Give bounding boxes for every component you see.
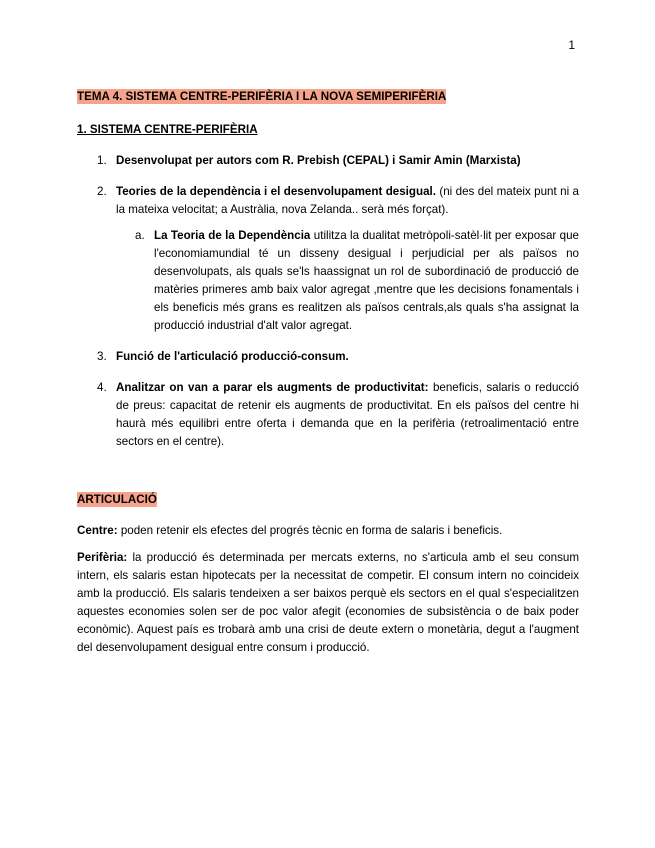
list-item-text: beneficis, salaris o reducció de preus: capacitat de retenir els augments de productivitat. En els països del centre hi haurà més equilibri entre oferta i demanda que en la perifèria (retroalimentació entre sectors en el centre). bbox=[116, 381, 580, 448]
sub-list-letter: a. bbox=[135, 229, 145, 242]
list-number: 1. bbox=[97, 154, 107, 167]
document-title: TEMA 4. SISTEMA CENTRE-PERIFÈRIA I LA NOVA SEMIPERIFÈRIA bbox=[77, 90, 447, 103]
list-number: 2. bbox=[97, 185, 107, 198]
list-item-text: (ni des del mateix punt ni a la mateixa velocitat; a Austràlia, nova Zelanda.. serà més forçat). bbox=[116, 185, 579, 216]
paragraph-periferia bbox=[77, 549, 579, 657]
list-item-bold: Teories de la dependència i el desenvolupament desigual. bbox=[116, 185, 436, 198]
sub-list bbox=[116, 227, 579, 335]
list-item-3 bbox=[77, 348, 579, 366]
main-list bbox=[77, 152, 579, 451]
list-item-bold: Funció de l'articulació producció-consum. bbox=[116, 350, 349, 363]
document-body bbox=[77, 88, 579, 666]
paragraph-text: la producció és determinada per mercats externs, no s'articula amb el seu consum intern, els salaris estan hipotecats per la necessitat de competir. El consum intern no coincideix amb la producció. Els salaris tendeixen a ser baixos perquè els sectors en el qual s'especialitzen aquestes economies solen ser de poc valor afegit (economies de subsistència o de baix poder econòmic). Aquest país es trobarà amb una crisi de deute extern o monetària, degut a l'augment del desenvolupament desigual entre consum i producció. bbox=[77, 551, 579, 654]
list-item-1 bbox=[77, 152, 579, 170]
list-item-bold: Analitzar on van a parar els augments de productivitat: bbox=[116, 381, 429, 394]
sub-list-item-text: utilitza la dualitat metròpoli-satèl·lit per exposar que l'economiamundial té un disseny desigual i perjudicial per als països no desenvolupats, als quals se'ls haassignat un rol de subordinació de producció de matèries primeres amb baix valor agregat ,mentre que les decisions fonamentals i els beneficis més grans es realitzen als països centrals,als quals s'ha assignat la producció industrial d'alt valor agregat. bbox=[154, 229, 579, 332]
paragraph-text: poden retenir els efectes del progrés tècnic en forma de salaris i beneficis. bbox=[117, 524, 503, 537]
document-title-block bbox=[77, 88, 579, 105]
list-number: 4. bbox=[97, 381, 107, 394]
list-number: 3. bbox=[97, 350, 107, 363]
page-number: 1 bbox=[568, 38, 575, 52]
paragraph-label: Centre: bbox=[77, 524, 118, 537]
paragraph-label: Perifèria: bbox=[77, 551, 128, 564]
sub-list-item-a bbox=[116, 227, 579, 335]
list-item-4 bbox=[77, 379, 579, 451]
sub-list-item-bold: La Teoria de la Dependència bbox=[154, 229, 311, 242]
articulacio-heading: ARTICULACIÓ bbox=[77, 493, 157, 506]
list-item-2 bbox=[77, 183, 579, 335]
list-item-bold: Desenvolupat per autors com R. Prebish (CEPAL) i Samir Amin (Marxista) bbox=[116, 154, 521, 167]
articulacio-heading-block bbox=[77, 491, 579, 508]
paragraph-centre bbox=[77, 522, 579, 540]
section-heading-centre-periferia: 1. SISTEMA CENTRE-PERIFÈRIA bbox=[77, 123, 258, 136]
